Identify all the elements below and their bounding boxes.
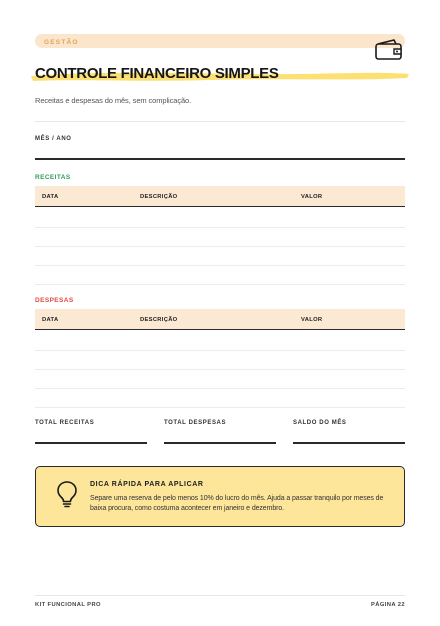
income-row[interactable]	[35, 227, 405, 228]
balance-label: SALDO DO MÊS	[293, 420, 347, 426]
income-row[interactable]	[35, 246, 405, 247]
income-col-description: DESCRIÇÃO	[140, 194, 178, 200]
page-subtitle: Receitas e despesas do mês, sem complicação.	[35, 96, 192, 105]
wallet-icon	[374, 37, 404, 61]
footer-brand: KIT FUNCIONAL PRO	[35, 602, 101, 608]
expense-row[interactable]	[35, 369, 405, 370]
title-block	[35, 62, 410, 86]
tip-title: DICA RÁPIDA PARA APLICAR	[90, 481, 204, 488]
page-title: CONTROLE FINANCEIRO SIMPLES	[35, 65, 279, 82]
expense-row[interactable]	[35, 407, 405, 408]
tip-box	[35, 466, 405, 527]
expenses-col-date: DATA	[42, 317, 59, 323]
expenses-section-label: DESPESAS	[35, 297, 74, 304]
expense-row[interactable]	[35, 388, 405, 389]
income-row[interactable]	[35, 265, 405, 266]
income-section-label: RECEITAS	[35, 174, 71, 181]
expenses-table-header	[35, 309, 405, 330]
period-field[interactable]	[35, 158, 405, 160]
band-label: GESTÃO	[44, 39, 79, 46]
income-row[interactable]	[35, 284, 405, 285]
page-number: PÁGINA 22	[371, 602, 405, 608]
total-expenses-field[interactable]	[164, 442, 276, 444]
income-table-header	[35, 186, 405, 207]
balance-field[interactable]	[293, 442, 405, 444]
section-band	[35, 34, 405, 48]
income-col-value: VALOR	[301, 194, 323, 200]
divider	[35, 121, 405, 122]
total-income-label: TOTAL RECEITAS	[35, 420, 95, 426]
expenses-col-value: VALOR	[301, 317, 323, 323]
total-expenses-label: TOTAL DESPESAS	[164, 420, 227, 426]
lightbulb-icon	[56, 480, 78, 508]
expense-row[interactable]	[35, 350, 405, 351]
footer-divider	[35, 595, 405, 596]
income-col-date: DATA	[42, 194, 59, 200]
expenses-col-description: DESCRIÇÃO	[140, 317, 178, 323]
tip-text: Separe uma reserva de pelo menos 10% do lucro do mês. Ajuda a passar tranquilo por meses de baixa procura, como costuma acontecer em janeiro e dezembro.	[90, 495, 384, 512]
period-label: MÊS / ANO	[35, 136, 72, 142]
total-income-field[interactable]	[35, 442, 147, 444]
